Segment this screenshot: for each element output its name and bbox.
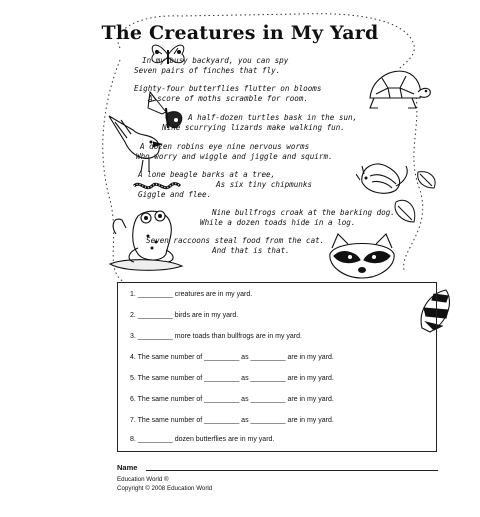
poem-line: As six tiny chipmunks: [216, 180, 313, 189]
poem-line: In my busy backyard, you can spy: [142, 56, 289, 65]
poem-line: A score of moths scramble for room.: [148, 94, 309, 103]
poem-line: And that is that.: [212, 246, 290, 255]
footer-brand: Education World ®: [117, 476, 169, 483]
leaf-illustration: [384, 166, 444, 236]
poem-line: Giggle and flee.: [138, 190, 212, 199]
question-6: 6. The same number of _________ as _________ are in my yard.: [130, 396, 334, 403]
turtle-illustration: [362, 64, 432, 116]
question-5: 5. The same number of _________ as _________ are in my yard.: [130, 375, 334, 382]
question-2: 2. _________ birds are in my yard.: [130, 312, 239, 319]
poem-line: While a dozen toads hide in a log.: [200, 218, 356, 227]
poem-line: A lone beagle barks at a tree,: [138, 170, 276, 179]
poem-line: A dozen robins eye nine nervous worms: [140, 142, 310, 151]
poem-line: Who worry and wiggle and jiggle and squirm.: [136, 152, 333, 161]
question-1: 1. _________ creatures are in my yard.: [130, 291, 253, 298]
question-4: 4. The same number of _________ as _________ are in my yard.: [130, 354, 334, 361]
page-title: The Creatures in My Yard: [101, 22, 379, 44]
questions-box: [117, 282, 437, 452]
poem-line: Seven raccoons steal food from the cat.: [146, 236, 325, 245]
name-label: Name: [117, 463, 138, 472]
footer-copyright: Copyright © 2008 Education World: [117, 485, 213, 492]
poem-line: Nine bullfrogs croak at the barking dog.: [212, 208, 395, 217]
raccoon-illustration: [322, 232, 402, 282]
question-8: 8. _________ dozen butterflies are in my yard.: [130, 436, 275, 443]
poem-line: Eighty-four butterflies flutter on blooms: [134, 84, 322, 93]
question-3: 3. _________ more toads than bullfrogs are in my yard.: [130, 333, 302, 340]
poem-line: Seven pairs of finches that fly.: [134, 66, 281, 75]
question-7: 7. The same number of _________ as _________ are in my yard.: [130, 417, 334, 424]
poem-line: Nine scurrying lizards make walking fun.: [162, 123, 345, 132]
poem-line: A half-dozen turtles bask in the sun,: [188, 113, 358, 122]
name-field-line[interactable]: [146, 470, 438, 471]
